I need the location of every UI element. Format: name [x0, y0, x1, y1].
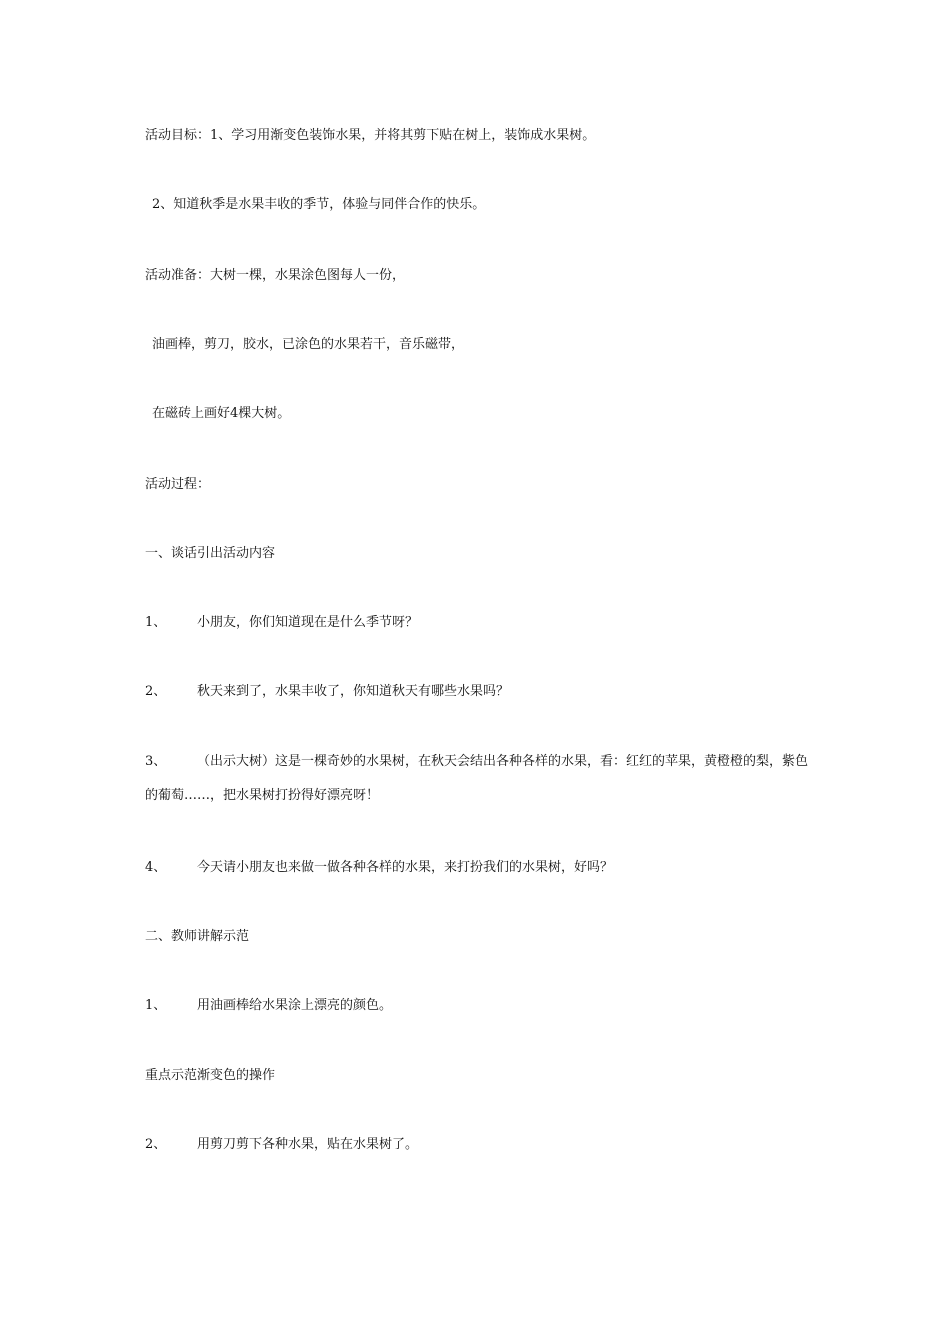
prep-line-3: 在磁砖上画好4棵大树。 — [152, 406, 291, 421]
s1-list-item — [145, 860, 613, 876]
s2-note: 重点示范渐变色的操作 — [145, 1068, 276, 1083]
section-1-heading: 一、谈话引出活动内容 — [145, 546, 276, 561]
s1-list-item — [145, 745, 815, 813]
list-text: 秋天来到了，水果丰收了，你知道秋天有哪些水果吗？ — [197, 684, 510, 699]
list-number: 4、 — [145, 860, 167, 875]
s1-list-item — [145, 684, 509, 700]
section-2-heading: 二、教师讲解示范 — [145, 929, 250, 944]
goal-line-2: 2、知道秋季是水果丰收的季节，体验与同伴合作的快乐。 — [152, 197, 486, 212]
goal-item-1: 1、学习用渐变色装饰水果，并将其剪下贴在树上，装饰成水果树。 — [210, 128, 596, 143]
list-text: （出示大树）这是一棵奇妙的水果树，在秋天会结出各种各样的水果，看：红红的苹果，黄橙橙的梨，紫色的葡萄……，把水果树打扮得好漂亮呀！ — [145, 754, 809, 803]
goal-label: 活动目标： — [145, 128, 211, 143]
list-text: 用剪刀剪下各种水果，贴在水果树了。 — [197, 1137, 419, 1152]
list-text: 今天请小朋友也来做一做各种各样的水果，来打扮我们的水果树，好吗？ — [197, 860, 614, 875]
s1-list-item — [145, 615, 418, 631]
list-number: 2、 — [145, 1137, 167, 1152]
list-text: 用油画棒给水果涂上漂亮的颜色。 — [197, 998, 393, 1013]
list-number: 3、 — [145, 754, 167, 769]
list-text: 小朋友，你们知道现在是什么季节呀？ — [197, 615, 419, 630]
process-label: 活动过程： — [145, 477, 211, 492]
list-number: 1、 — [145, 998, 167, 1013]
s2-list-item — [145, 1137, 418, 1153]
prep-label: 活动准备： — [145, 268, 211, 283]
list-number: 2、 — [145, 684, 167, 699]
s2-list-item — [145, 998, 392, 1014]
prep-line-2: 油画棒，剪刀，胶水，已涂色的水果若干，音乐磁带， — [152, 337, 465, 352]
prep-line-1 — [145, 268, 405, 284]
list-number: 1、 — [145, 615, 167, 630]
prep-item-1: 大树一棵，水果涂色图每人一份， — [210, 268, 406, 283]
goal-line-1 — [145, 128, 595, 144]
